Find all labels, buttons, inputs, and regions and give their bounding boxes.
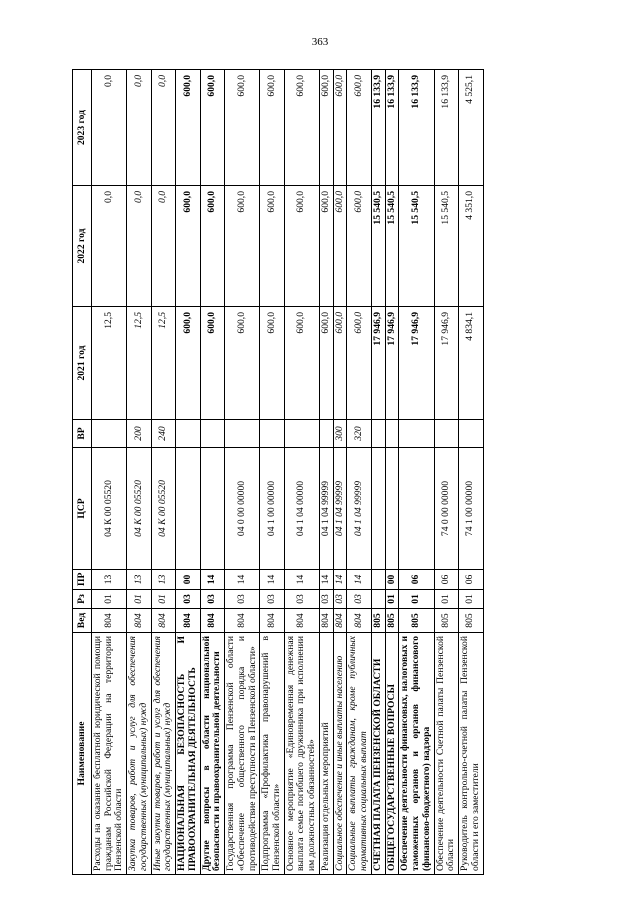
cell-pr: 14 bbox=[319, 570, 333, 590]
cell-vr bbox=[92, 420, 127, 448]
cell-csr: 04 0 00 00000 bbox=[225, 448, 260, 570]
cell-csr: 74 0 00 00000 bbox=[434, 448, 458, 570]
cell-2022: 15 540,5 bbox=[434, 186, 458, 307]
cell-2021: 4 834,1 bbox=[459, 307, 483, 420]
cell-2021: 17 946,9 bbox=[434, 307, 458, 420]
cell-csr: 04 1 04 99999 bbox=[319, 448, 333, 570]
col-header-name: Наименование bbox=[73, 633, 92, 875]
cell-2021: 600,0 bbox=[225, 307, 260, 420]
cell-2021: 12,5 bbox=[92, 307, 127, 420]
cell-rz bbox=[371, 590, 385, 609]
cell-2022: 0,0 bbox=[127, 186, 151, 307]
col-header-vr: ВР bbox=[73, 420, 92, 448]
cell-2021: 12,5 bbox=[127, 307, 151, 420]
col-header-csr: ЦСР bbox=[73, 448, 92, 570]
cell-ved: 805 bbox=[399, 609, 434, 633]
cell-ved: 804 bbox=[127, 609, 151, 633]
cell-rz: 03 bbox=[176, 590, 200, 609]
cell-name: Социальные выплаты гражданам, кроме публичных нормативных социальных выплат bbox=[347, 633, 371, 875]
cell-pr: 06 bbox=[434, 570, 458, 590]
cell-2022: 600,0 bbox=[333, 186, 347, 307]
cell-vr bbox=[319, 420, 333, 448]
cell-2022: 0,0 bbox=[92, 186, 127, 307]
cell-csr bbox=[200, 448, 224, 570]
cell-2023: 600,0 bbox=[319, 70, 333, 186]
cell-csr: 04 1 04 00000 bbox=[284, 448, 319, 570]
cell-2021: 600,0 bbox=[260, 307, 284, 420]
cell-vr bbox=[434, 420, 458, 448]
col-header-2022: 2022 год bbox=[73, 186, 92, 307]
cell-vr: 320 bbox=[347, 420, 371, 448]
cell-2022: 600,0 bbox=[200, 186, 224, 307]
cell-name: Социальное обеспечение и иные выплаты населению bbox=[333, 633, 347, 875]
cell-vr: 300 bbox=[333, 420, 347, 448]
cell-2021: 600,0 bbox=[176, 307, 200, 420]
col-header-rz: Рз bbox=[73, 590, 92, 609]
cell-pr: 14 bbox=[284, 570, 319, 590]
cell-pr bbox=[371, 570, 385, 590]
table-row bbox=[385, 70, 399, 875]
cell-2021: 600,0 bbox=[284, 307, 319, 420]
cell-rz: 01 bbox=[151, 590, 175, 609]
cell-pr: 13 bbox=[151, 570, 175, 590]
cell-rz: 03 bbox=[319, 590, 333, 609]
cell-pr: 14 bbox=[347, 570, 371, 590]
cell-2021: 600,0 bbox=[319, 307, 333, 420]
cell-2021: 12,5 bbox=[151, 307, 175, 420]
cell-name: СЧЕТНАЯ ПАЛАТА ПЕНЗЕНСКОЙ ОБЛАСТИ bbox=[371, 633, 385, 875]
cell-2023: 600,0 bbox=[347, 70, 371, 186]
cell-2023: 600,0 bbox=[176, 70, 200, 186]
cell-2023: 16 133,9 bbox=[385, 70, 399, 186]
cell-name: Иные закупки товаров, работ и услуг для обеспечения государственных (муниципальных) нужд bbox=[151, 633, 175, 875]
cell-ved: 804 bbox=[284, 609, 319, 633]
cell-csr bbox=[371, 448, 385, 570]
cell-2023: 600,0 bbox=[200, 70, 224, 186]
cell-name: ОБЩЕГОСУДАРСТВЕННЫЕ ВОПРОСЫ bbox=[385, 633, 399, 875]
cell-vr bbox=[371, 420, 385, 448]
cell-2021: 600,0 bbox=[333, 307, 347, 420]
cell-2023: 0,0 bbox=[92, 70, 127, 186]
cell-2023: 16 133,9 bbox=[371, 70, 385, 186]
table-row bbox=[127, 70, 151, 875]
table-row bbox=[371, 70, 385, 875]
cell-2022: 15 540,5 bbox=[385, 186, 399, 307]
cell-rz: 03 bbox=[333, 590, 347, 609]
table-body bbox=[92, 70, 484, 875]
cell-vr bbox=[200, 420, 224, 448]
cell-pr: 13 bbox=[92, 570, 127, 590]
cell-csr: 04 К 00 05520 bbox=[151, 448, 175, 570]
cell-2021: 17 946,9 bbox=[399, 307, 434, 420]
cell-pr: 14 bbox=[333, 570, 347, 590]
page-number: 363 bbox=[311, 36, 329, 48]
cell-2022: 600,0 bbox=[176, 186, 200, 307]
cell-ved: 805 bbox=[459, 609, 483, 633]
col-header-pr: ПР bbox=[73, 570, 92, 590]
cell-ved: 804 bbox=[176, 609, 200, 633]
cell-pr: 14 bbox=[260, 570, 284, 590]
cell-name: Реализация отдельных мероприятий bbox=[319, 633, 333, 875]
cell-rz: 01 bbox=[385, 590, 399, 609]
cell-2022: 600,0 bbox=[284, 186, 319, 307]
cell-vr bbox=[225, 420, 260, 448]
cell-vr bbox=[260, 420, 284, 448]
cell-2022: 600,0 bbox=[319, 186, 333, 307]
cell-name: Другие вопросы в области национальной безопасности и правоохранительной деятельности bbox=[200, 633, 224, 875]
cell-2021: 17 946,9 bbox=[385, 307, 399, 420]
cell-rz: 03 bbox=[200, 590, 224, 609]
cell-ved: 805 bbox=[385, 609, 399, 633]
cell-name: Государственная программа Пензенской области «Обеспечение общественного порядка и противодействие преступности в Пензенской области» bbox=[225, 633, 260, 875]
cell-csr bbox=[385, 448, 399, 570]
cell-2023: 0,0 bbox=[127, 70, 151, 186]
cell-pr: 14 bbox=[225, 570, 260, 590]
cell-csr: 04 1 04 99999 bbox=[333, 448, 347, 570]
cell-pr: 06 bbox=[459, 570, 483, 590]
cell-name: Расходы на оказание бесплатной юридической помощи гражданам Российской Федерации на территории Пензенской области bbox=[92, 633, 127, 875]
table-row bbox=[284, 70, 319, 875]
cell-ved: 804 bbox=[333, 609, 347, 633]
cell-vr bbox=[284, 420, 319, 448]
cell-2023: 4 525,1 bbox=[459, 70, 483, 186]
cell-2022: 0,0 bbox=[151, 186, 175, 307]
cell-2021: 600,0 bbox=[347, 307, 371, 420]
cell-rz: 03 bbox=[347, 590, 371, 609]
cell-name: Руководитель контрольно-счетной палаты Пензенской области и его заместители bbox=[459, 633, 483, 875]
table-row bbox=[319, 70, 333, 875]
table-row bbox=[333, 70, 347, 875]
cell-ved: 804 bbox=[200, 609, 224, 633]
cell-csr: 04 К 00 05520 bbox=[92, 448, 127, 570]
cell-csr bbox=[399, 448, 434, 570]
cell-2023: 16 133,9 bbox=[399, 70, 434, 186]
budget-table bbox=[72, 69, 484, 875]
cell-ved: 804 bbox=[260, 609, 284, 633]
cell-pr: 00 bbox=[176, 570, 200, 590]
col-header-ved: Вед bbox=[73, 609, 92, 633]
table-row bbox=[459, 70, 483, 875]
cell-name: Обеспечение деятельности Счетной палаты Пензенской области bbox=[434, 633, 458, 875]
cell-2021: 600,0 bbox=[200, 307, 224, 420]
cell-2023: 0,0 bbox=[151, 70, 175, 186]
table-row bbox=[176, 70, 200, 875]
cell-2022: 15 540,5 bbox=[399, 186, 434, 307]
cell-csr: 04 К 00 05520 bbox=[127, 448, 151, 570]
cell-rz: 01 bbox=[434, 590, 458, 609]
cell-2022: 4 351,0 bbox=[459, 186, 483, 307]
cell-csr bbox=[176, 448, 200, 570]
cell-name: Основное мероприятие «Единовременная денежная выплата семье погибшего дружинника при исполнении им должностных обязанностей» bbox=[284, 633, 319, 875]
cell-2023: 600,0 bbox=[284, 70, 319, 186]
table-header-row bbox=[73, 70, 92, 875]
table-row bbox=[225, 70, 260, 875]
cell-2022: 600,0 bbox=[347, 186, 371, 307]
cell-ved: 805 bbox=[371, 609, 385, 633]
table-row bbox=[151, 70, 175, 875]
table-row bbox=[434, 70, 458, 875]
cell-ved: 804 bbox=[151, 609, 175, 633]
cell-2022: 600,0 bbox=[225, 186, 260, 307]
cell-vr bbox=[385, 420, 399, 448]
table-row bbox=[260, 70, 284, 875]
cell-pr: 06 bbox=[399, 570, 434, 590]
cell-vr: 200 bbox=[127, 420, 151, 448]
cell-csr: 04 1 04 99999 bbox=[347, 448, 371, 570]
cell-csr: 74 1 00 00000 bbox=[459, 448, 483, 570]
cell-csr: 04 1 00 00000 bbox=[260, 448, 284, 570]
cell-vr bbox=[459, 420, 483, 448]
cell-rz: 03 bbox=[260, 590, 284, 609]
cell-name: НАЦИОНАЛЬНАЯ БЕЗОПАСНОСТЬ И ПРАВООХРАНИТЕЛЬНАЯ ДЕЯТЕЛЬНОСТЬ bbox=[176, 633, 200, 875]
cell-rz: 01 bbox=[399, 590, 434, 609]
cell-pr: 00 bbox=[385, 570, 399, 590]
cell-vr: 240 bbox=[151, 420, 175, 448]
table-row bbox=[347, 70, 371, 875]
table-row bbox=[200, 70, 224, 875]
cell-ved: 804 bbox=[225, 609, 260, 633]
table-row bbox=[399, 70, 434, 875]
cell-name: Обеспечение деятельности финансовых, налоговых и таможенных органов и органов финансового (финансово-бюджетного) надзора bbox=[399, 633, 434, 875]
cell-2022: 15 540,5 bbox=[371, 186, 385, 307]
cell-rz: 03 bbox=[225, 590, 260, 609]
cell-2023: 16 133,9 bbox=[434, 70, 458, 186]
cell-name: Подпрограмма «Профилактика правонарушений в Пензенской области» bbox=[260, 633, 284, 875]
cell-rz: 01 bbox=[92, 590, 127, 609]
cell-ved: 805 bbox=[434, 609, 458, 633]
cell-ved: 804 bbox=[319, 609, 333, 633]
cell-2023: 600,0 bbox=[260, 70, 284, 186]
cell-pr: 13 bbox=[127, 570, 151, 590]
cell-vr bbox=[176, 420, 200, 448]
cell-name: Закупка товаров, работ и услуг для обеспечения государственных (муниципальных) нужд bbox=[127, 633, 151, 875]
rotated-table-container bbox=[72, 70, 590, 875]
cell-2023: 600,0 bbox=[333, 70, 347, 186]
cell-2022: 600,0 bbox=[260, 186, 284, 307]
table-row bbox=[92, 70, 127, 875]
cell-rz: 01 bbox=[127, 590, 151, 609]
cell-rz: 01 bbox=[459, 590, 483, 609]
cell-ved: 804 bbox=[347, 609, 371, 633]
cell-rz: 03 bbox=[284, 590, 319, 609]
cell-2023: 600,0 bbox=[225, 70, 260, 186]
cell-vr bbox=[399, 420, 434, 448]
col-header-2023: 2023 год bbox=[73, 70, 92, 186]
col-header-2021: 2021 год bbox=[73, 307, 92, 420]
cell-pr: 14 bbox=[200, 570, 224, 590]
cell-ved: 804 bbox=[92, 609, 127, 633]
cell-2021: 17 946,9 bbox=[371, 307, 385, 420]
